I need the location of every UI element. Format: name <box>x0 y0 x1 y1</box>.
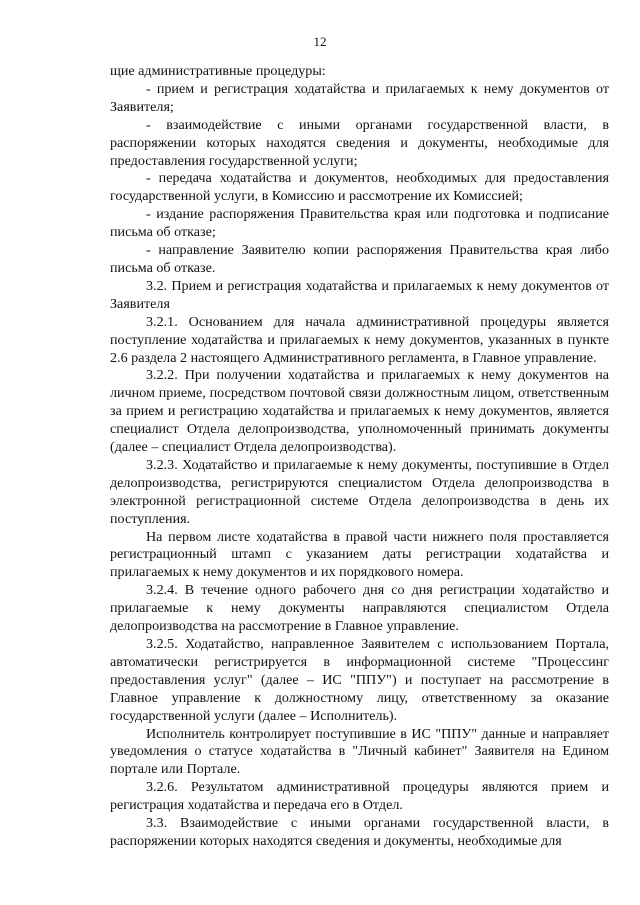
document-body <box>110 63 609 851</box>
section-heading: 3.2. Прием и регистрация ходатайства и прилагаемых к нему документов от Заявителя <box>110 277 609 312</box>
paragraph: На первом листе ходатайства в правой части нижнего поля проставляется регистрационный штамп с указанием даты регистрации ходатайства и прилагаемых к нему документов и их порядкового номера. <box>110 528 609 581</box>
paragraph: - издание распоряжения Правительства края или подготовка и подписание письма об отказе; <box>110 206 609 241</box>
paragraph: 3.2.4. В течение одного рабочего дня со дня регистрации ходатайство и прилагаемые к нему документы направляются специалистом Отдела делопроизводства на рассмотрение в Главное управление. <box>110 582 609 635</box>
paragraph: Исполнитель контролирует поступившие в ИС "ППУ" данные и направляет уведомления о статусе ходатайства в "Личный кабинет" Заявителя на Едином портале или Портале. <box>110 725 609 778</box>
paragraph: - прием и регистрация ходатайства и прилагаемых к нему документов от Заявителя; <box>110 80 609 115</box>
paragraph: щие административные процедуры: <box>110 63 326 79</box>
paragraph: - взаимодействие с иными органами государственной власти, в распоряжении которых находятся сведения и документы, необходимые для предоставления государственной услуги; <box>110 116 609 169</box>
paragraph: - направление Заявителю копии распоряжения Правительства края либо письма об отказе. <box>110 242 609 276</box>
page-number: 12 <box>313 34 327 49</box>
paragraph: 3.2.2. При получении ходатайства и прилагаемых к нему документов на личном приеме, посредством почтовой связи должностным лицом, ответственным за прием и регистрацию ходатайства и прилагаемых к нему документов, является специалист Отдела делопроизводства, уполномоченный принимать документы (далее – специалист Отдела делопроизводства). <box>110 367 609 456</box>
paragraph: 3.2.6. Результатом административной процедуры являются прием и регистрация ходатайства и передача его в Отдел. <box>110 779 609 814</box>
paragraph: 3.2.1. Основанием для начала административной процедуры является поступление ходатайства и прилагаемых к нему документов, указанных в пункте 2.6 раздела 2 настоящего Административного регламента, в Главное управление. <box>110 313 609 366</box>
paragraph: - передача ходатайства и документов, необходимых для предоставления государственной услуги, в Комиссию и рассмотрение их Комиссией; <box>110 170 609 205</box>
section-heading: 3.3. Взаимодействие с иными органами государственной власти, в распоряжении которых находятся сведения и документы, необходимые для <box>110 815 609 849</box>
paragraph: 3.2.3. Ходатайство и прилагаемые к нему документы, поступившие в Отдел делопроизводства, регистрируются специалистом Отдела делопроизводства в электронной регистрационной системе Отдела делопроизводства в день их поступления. <box>110 456 609 527</box>
paragraph: 3.2.5. Ходатайство, направленное Заявителем с использованием Портала, автоматически регистрируется в информационной системе "Процессинг предоставления услуг" (далее – ИС "ППУ") и поступает на рассмотрение в Главное управление к должностному лицу, ответственному за оказание государственной услуги (далее – Исполнитель). <box>110 636 609 724</box>
